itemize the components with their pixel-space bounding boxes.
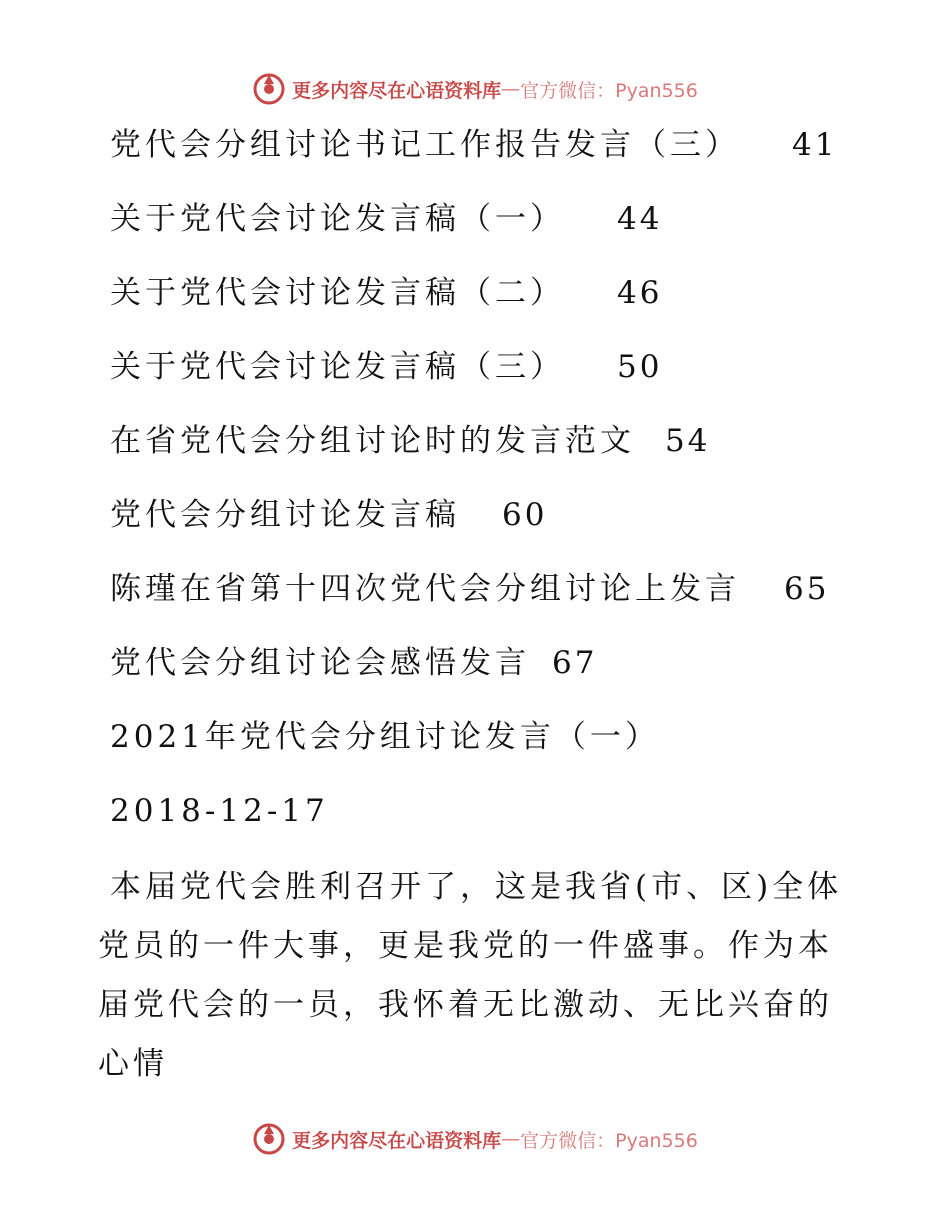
watermark-side-text: 官方微信：Pyan556 [520,1129,698,1152]
logo-icon [252,1122,286,1156]
footer-watermark [0,1122,950,1156]
watermark-dash: — [501,1128,521,1150]
toc-entry-title: 在省党代会分组讨论时的发言范文 [110,423,635,459]
article-title: 2021年党代会分组讨论发言（一） [110,719,660,755]
toc-entry-title: 党代会分组讨论会感悟发言 [110,645,530,681]
toc-entry-page: 60 [502,497,548,533]
toc-entry [110,342,870,416]
toc-entry-page: 67 [552,645,598,681]
toc-entry-title: 关于党代会讨论发言稿（一） [110,201,565,237]
toc-entry [110,194,870,268]
toc-entry-title: 关于党代会讨论发言稿（三） [110,349,565,385]
toc-entry-page: 65 [784,571,830,607]
table-of-contents [110,120,870,860]
toc-entry-title: 关于党代会讨论发言稿（二） [110,275,565,311]
toc-entry [110,416,870,490]
logo-icon [252,72,286,106]
toc-entry-page: 44 [617,201,663,237]
toc-entry-page: 54 [665,423,711,459]
article-body: 本届党代会胜利召开了，这是我省(市、区)全体党员的一件大事，更是我党的一件盛事。作为本届党代会的一员，我怀着无比激动、无比兴奋的心情 [98,869,843,1082]
toc-entry-page: 46 [617,275,663,311]
header-watermark [0,72,950,106]
toc-entry [110,268,870,342]
watermark-side-text: 官方微信：Pyan556 [520,79,698,102]
toc-entry [110,490,870,564]
watermark-main-text: 更多内容尽在心语资料库 [292,1129,502,1152]
toc-entry [110,120,870,194]
watermark-main-text: 更多内容尽在心语资料库 [292,79,502,102]
toc-entry [110,564,870,638]
toc-entry-title: 党代会分组讨论发言稿 [110,497,460,533]
watermark-dash: — [501,78,521,100]
toc-entry-title: 党代会分组讨论书记工作报告发言（三） [110,127,740,163]
toc-entry-page: 50 [617,349,663,385]
toc-entry-title: 陈瑾在省第十四次党代会分组讨论上发言 [110,571,740,607]
article-date: 2018-12-17 [110,793,329,829]
toc-entry [110,638,870,712]
toc-entry-page: 41 [792,127,838,163]
